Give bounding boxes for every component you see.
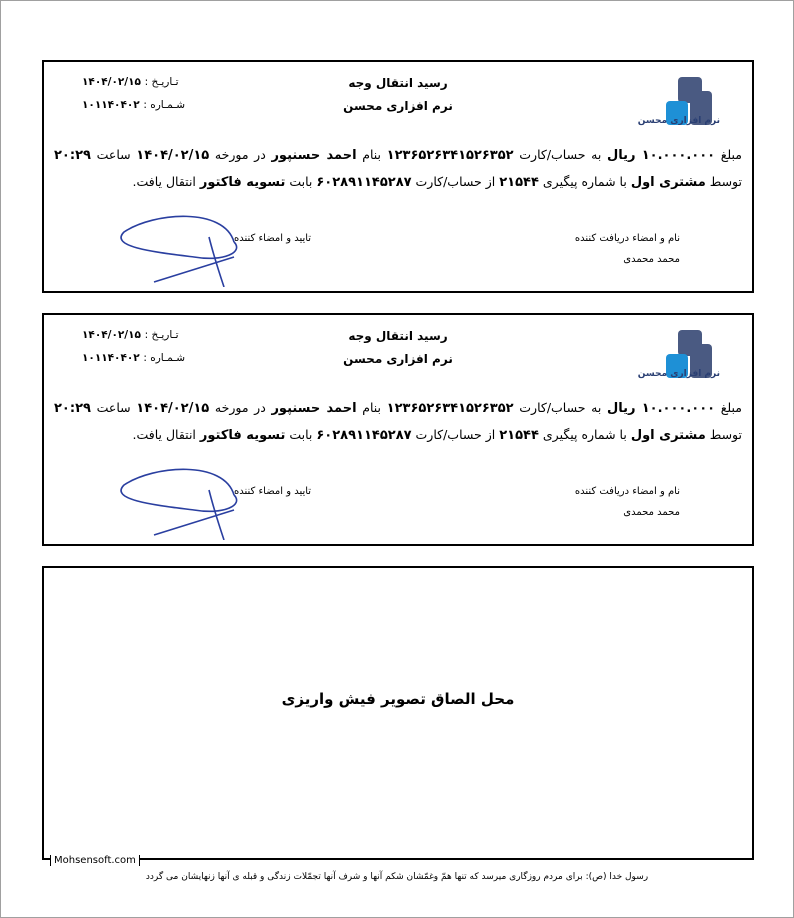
number-field	[82, 352, 185, 364]
receipt-title: رسید انتقال وجه	[348, 76, 448, 90]
approver-label: تایید و امضاء کننده	[234, 233, 312, 244]
body-value: ۱۴۰۴/۰۲/۱۵	[136, 401, 210, 416]
number-value: ۱۰۱۱۴۰۴۰۲	[82, 352, 140, 364]
signature-image	[114, 212, 284, 287]
body-text: در مورخه	[209, 147, 272, 162]
body-text: توسط	[705, 427, 742, 442]
body-text: توسط	[705, 174, 742, 189]
number-label: شـمـاره :	[143, 99, 186, 111]
body-text: در مورخه	[209, 400, 272, 415]
signature-image	[114, 465, 284, 540]
body-value: ۶۰۲۸۹۱۱۴۵۲۸۷	[316, 428, 412, 443]
body-text: با شماره پیگیری	[538, 174, 631, 189]
number-label: شـمـاره :	[143, 352, 186, 364]
logo-text: نرم افزاری محسن	[637, 369, 720, 379]
body-text: انتقال یافت.	[132, 174, 200, 189]
body-text: به حساب/کارت	[513, 147, 607, 162]
body-value: ۲۰:۲۹	[54, 148, 91, 163]
transfer-receipt	[42, 313, 754, 546]
date-field	[82, 329, 179, 341]
number-field	[82, 99, 185, 111]
receiver-name: محمد محمدی	[623, 507, 680, 518]
transfer-receipt	[42, 60, 754, 293]
date-value: ۱۴۰۴/۰۲/۱۵	[82, 329, 141, 341]
body-value: تسویه فاکتور	[199, 175, 286, 190]
body-text: ساعت	[90, 147, 137, 162]
website-label: Mohsensoft.com	[50, 855, 140, 866]
receiver-label: نام و امضاء دریافت کننده	[574, 233, 680, 244]
body-value: ۱۴۰۴/۰۲/۱۵	[136, 148, 210, 163]
logo-text: نرم افزاری محسن	[637, 116, 720, 126]
body-value: ۲۱۵۴۴	[499, 175, 539, 190]
body-text: بنام	[356, 147, 387, 162]
body-value: احمد حسنپور	[271, 401, 357, 416]
date-label: تـاریـخ :	[144, 329, 179, 341]
body-text: مبلغ	[715, 147, 742, 162]
body-text: بابت	[285, 427, 317, 442]
date-field	[82, 76, 179, 88]
body-value: ۲۰:۲۹	[54, 401, 91, 416]
footer-quote: رسول خدا (ص): برای مردم روزگاری میرسد که تنها همّ وغمّشان شکم آنها و شرف آنها تجمّلات زندگی و قبله ی آنها زنهایشان می گردد	[145, 872, 649, 882]
company-name: نرم افزاری محسن	[343, 99, 453, 113]
body-text: بابت	[285, 174, 317, 189]
body-value: مشتری اول	[630, 428, 706, 443]
date-label: تـاریـخ :	[144, 76, 179, 88]
body-value: ۱۲۳۶۵۲۶۳۴۱۵۲۶۳۵۲	[386, 148, 514, 163]
company-name: نرم افزاری محسن	[343, 352, 453, 366]
receipt-image-placeholder	[42, 566, 754, 866]
body-text: انتقال یافت.	[132, 427, 200, 442]
body-text: به حساب/کارت	[513, 400, 607, 415]
body-text: از حساب/کارت	[411, 427, 500, 442]
body-value: ۶۰۲۸۹۱۱۴۵۲۸۷	[316, 175, 412, 190]
body-value: احمد حسنپور	[271, 148, 357, 163]
body-value: ۲۱۵۴۴	[499, 428, 539, 443]
body-value: ۱۲۳۶۵۲۶۳۴۱۵۲۶۳۵۲	[386, 401, 514, 416]
receipt-body	[54, 142, 742, 196]
receipt-body	[54, 395, 742, 449]
body-text: بنام	[356, 400, 387, 415]
number-value: ۱۰۱۱۴۰۴۰۲	[82, 99, 140, 111]
body-text: مبلغ	[715, 400, 742, 415]
approver-label: تایید و امضاء کننده	[234, 486, 312, 497]
receiver-label: نام و امضاء دریافت کننده	[574, 486, 680, 497]
date-value: ۱۴۰۴/۰۲/۱۵	[82, 76, 141, 88]
receipt-title: رسید انتقال وجه	[348, 329, 448, 343]
body-text: ساعت	[90, 400, 137, 415]
body-value: ۱۰.۰۰۰.۰۰۰ ریال	[606, 401, 716, 416]
body-text: با شماره پیگیری	[538, 427, 631, 442]
body-value: تسویه فاکتور	[199, 428, 286, 443]
receiver-name: محمد محمدی	[623, 254, 680, 265]
body-value: مشتری اول	[630, 175, 706, 190]
body-value: ۱۰.۰۰۰.۰۰۰ ریال	[606, 148, 716, 163]
body-text: از حساب/کارت	[411, 174, 500, 189]
placeholder-text: محل الصاق تصویر فیش واریزی	[281, 690, 515, 708]
